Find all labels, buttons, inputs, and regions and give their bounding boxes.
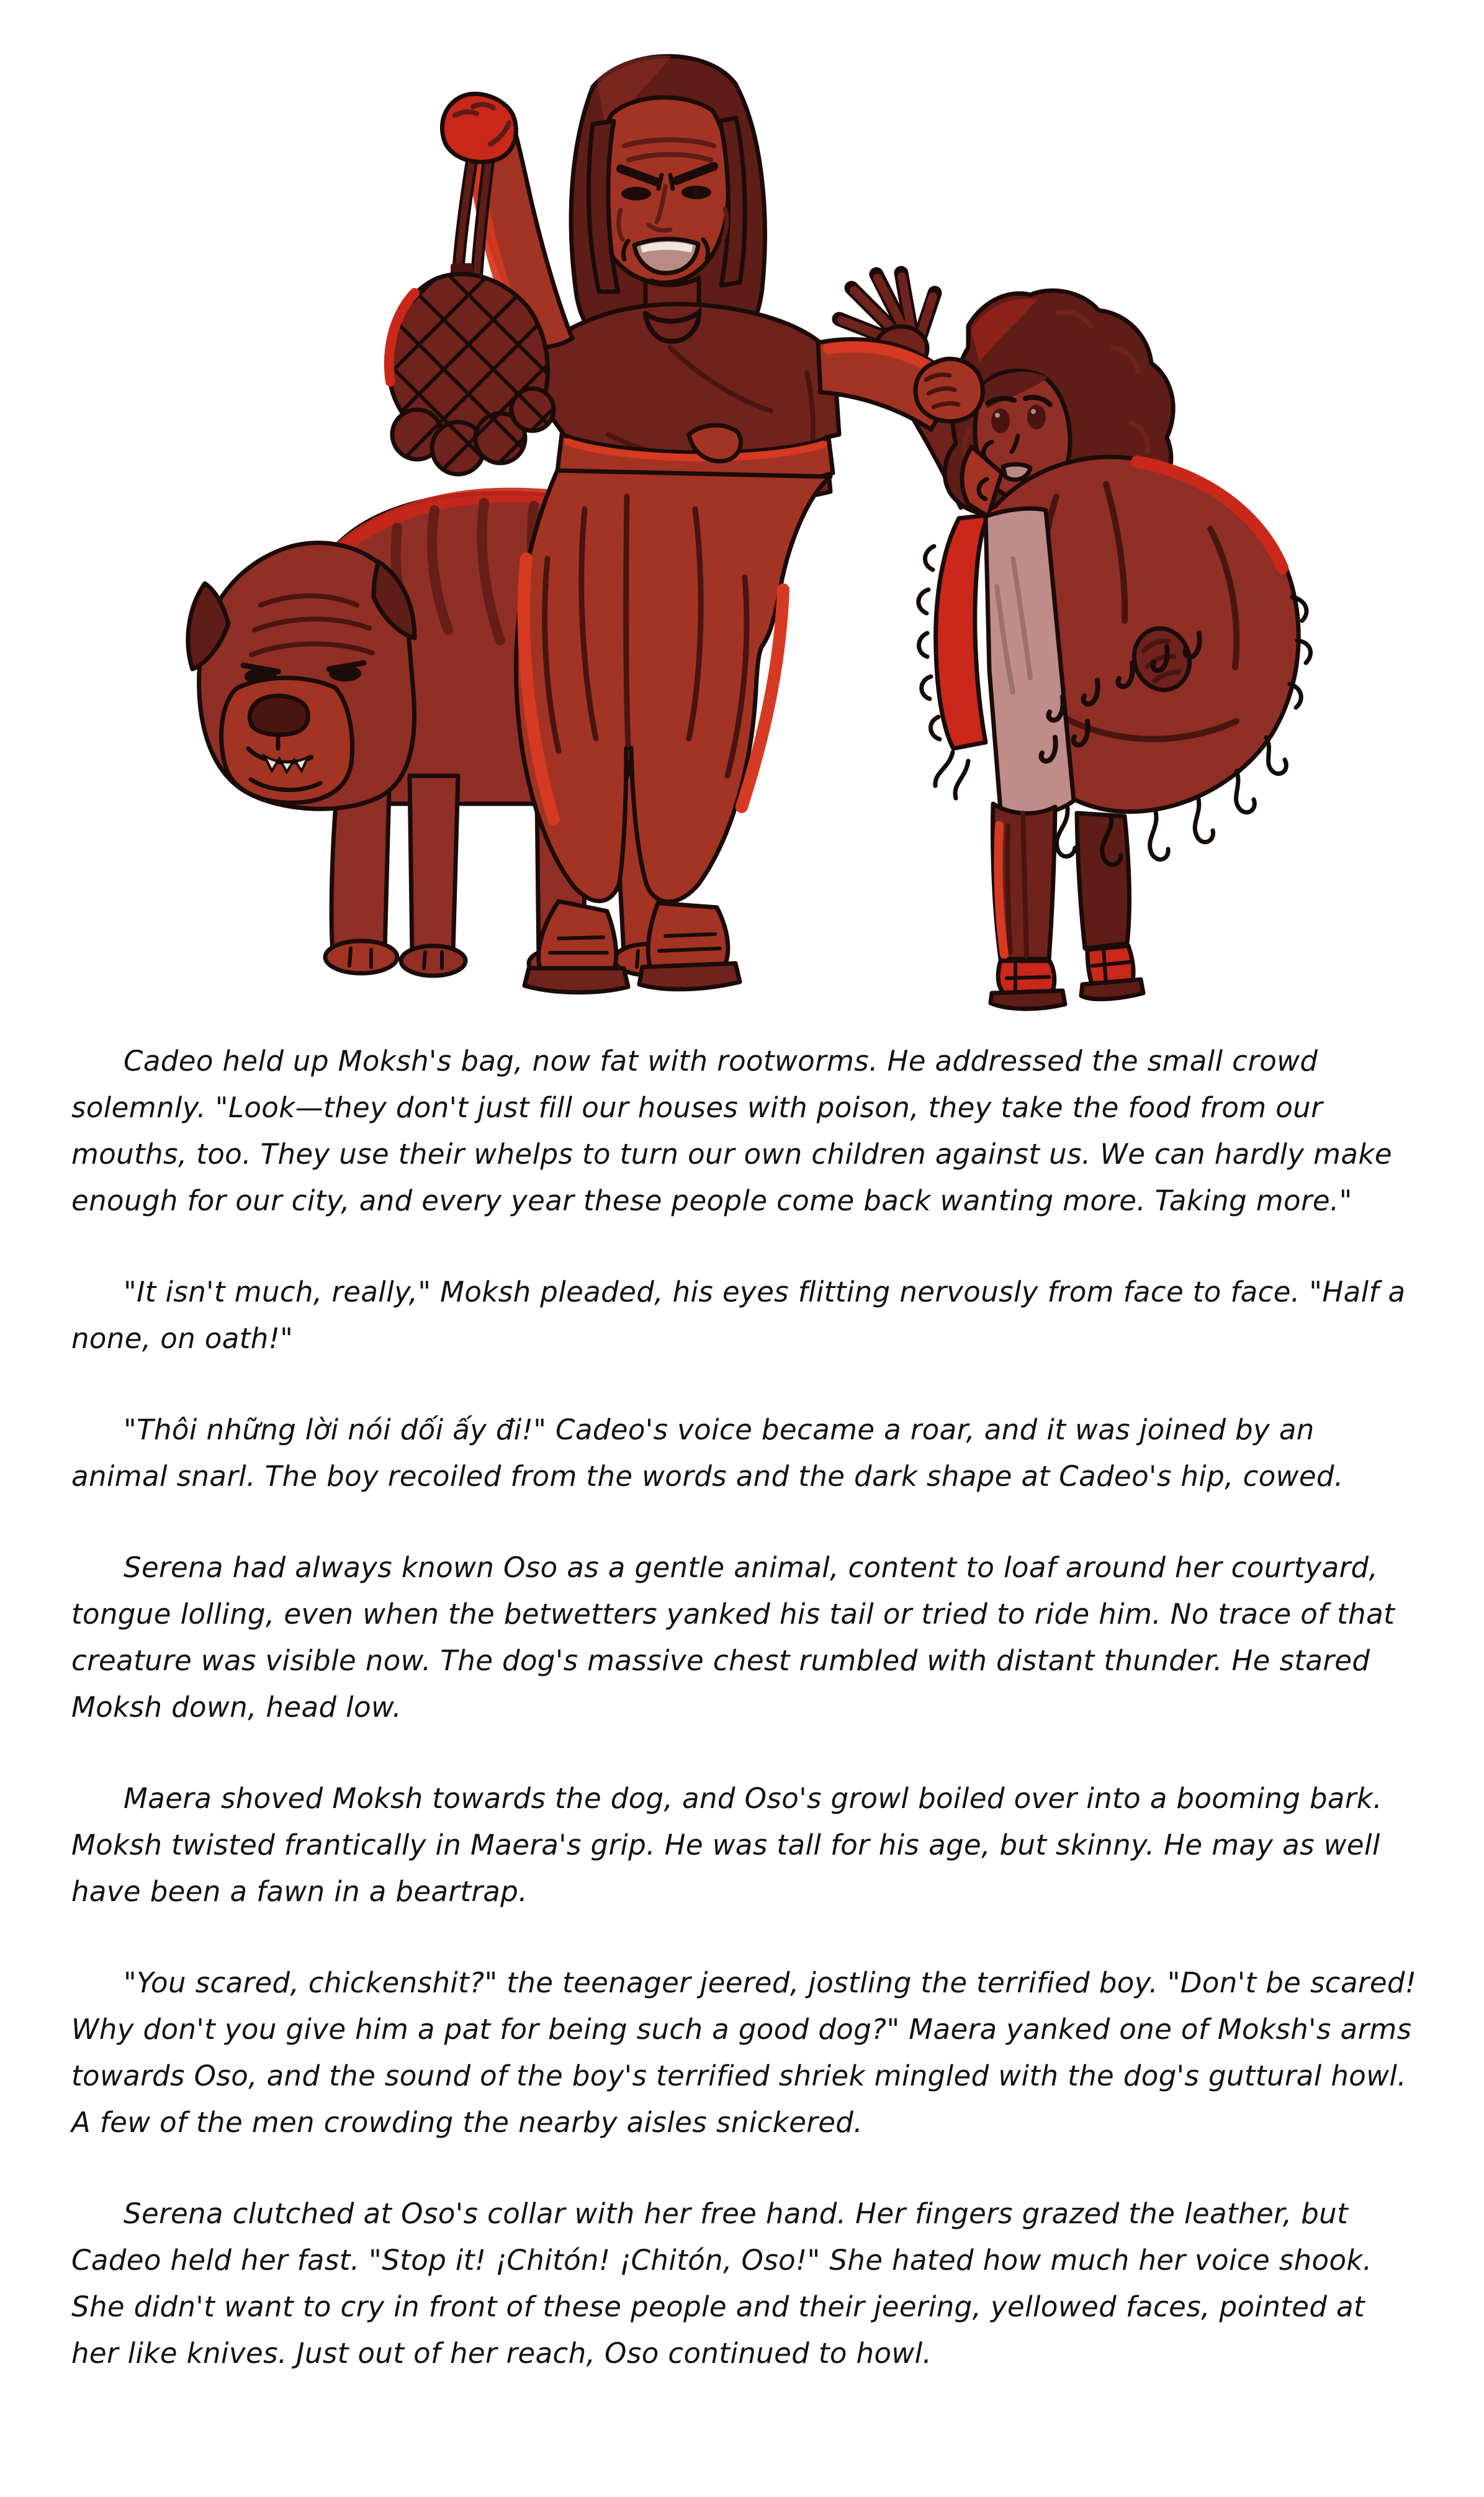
story-paragraph: "You scared, chickenshit?" the teenager jeered, jostling the terrified boy. "Don't be scared! Why don't you give him a pat for being such a good dog?" Maera yanked one of Moksh's arms towards Oso, and the sound of the boy's terrified shriek mingled with the dog's guttural howl. A few of the men crowding the nearby aisles snickered. [71, 1966, 1417, 2139]
boy-pants-right [1077, 813, 1129, 948]
story-text [71, 1038, 1419, 2421]
man-eye-right [681, 186, 711, 199]
man-sandal-right [639, 963, 740, 989]
story-illustration [0, 0, 1484, 1030]
story-paragraph: "It isn't much, really," Moksh pleaded, his eyes flitting nervously from face to face. "Half a none, on oath!" [71, 1275, 1406, 1355]
story-paragraph: Maera shoved Moksh towards the dog, and Oso's growl boiled over into a booming bark. Moksh twisted frantically in Maera's grip. He was tall for his age, but skinny. He may as well have been a fawn in a beartrap. [71, 1782, 1382, 1908]
man-sandal-left [524, 968, 628, 992]
boy-eye-left [991, 408, 1010, 433]
boy-eye-right [1027, 405, 1046, 430]
story-paragraph: Serena clutched at Oso's collar with her free hand. Her fingers grazed the leather, but Cadeo held her fast. "Stop it! ¡Chitón! ¡Chitón, Oso!" She hated how much her voice shook. She didn't want to cry in front of these people and their jeering, yellowed faces, pointed at her like knives. Just out of her reach, Oso continued to howl. [71, 2197, 1372, 2370]
man-extended-arm [818, 340, 983, 430]
boy-mouth [1003, 464, 1030, 480]
story-paragraph: Cadeo held up Moksh's bag, now fat with rootworms. He addressed the small crowd solemnly. "Look—they don't just fill our houses with poison, they take the food from our mouths, too. They use their whelps to turn our own children against us. We can hardly make enough for our city, and every year these people come back wanting more. Taking more." [71, 1045, 1392, 1217]
story-paragraph: Serena had always known Oso as a gentle animal, content to loaf around her courtyard, tongue lolling, even when the betwetters yanked his tail or tried to ride him. No trace of that creature was visible now. The dog's massive chest rumbled with distant thunder. He stared Moksh down, head low. [71, 1551, 1395, 1724]
dog-nose [250, 696, 308, 735]
cloak-front-flap [936, 515, 988, 749]
man-eye-left [621, 187, 651, 200]
bag-straps [451, 154, 489, 282]
man-pants [516, 470, 830, 902]
story-paragraph: "Thôi những lời nói dối ấy đi!" Cadeo's voice became a roar, and it was joined by an animal snarl. The boy recoiled from the words and the dark shape at Cadeo's hip, cowed. [71, 1413, 1344, 1493]
